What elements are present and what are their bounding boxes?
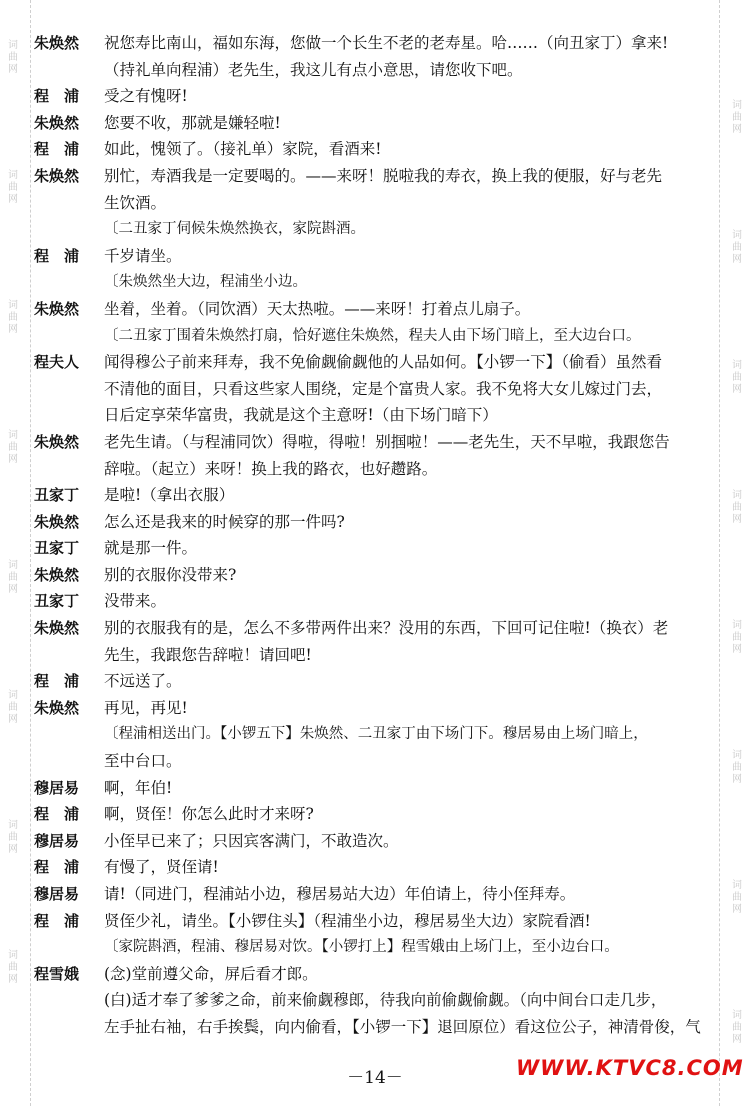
script-line bbox=[34, 562, 724, 589]
dialogue-text: 左手扯右袖，右手挨鬓，向内偷看，【小锣一下】退回原位）看这位公子，神清骨俊，气 bbox=[104, 1017, 701, 1036]
dialogue-text: 不远送了。 bbox=[104, 672, 182, 691]
speaker-name: 朱焕然 bbox=[34, 299, 80, 318]
speaker-name: 程 浦 bbox=[34, 672, 80, 691]
speaker-name bbox=[34, 57, 104, 84]
margin-watermark: 词曲网 bbox=[8, 170, 18, 205]
script-line bbox=[34, 482, 724, 509]
dialogue-text: 啊，年伯! bbox=[104, 778, 173, 797]
speaker-name bbox=[34, 987, 104, 1014]
dialogue-text: 生饮酒。 bbox=[104, 193, 167, 212]
dialogue-text: 坐着，坐着。（同饮酒）天太热啦。——来呀！打着点儿扇子。 bbox=[104, 299, 531, 318]
margin-watermark: 词曲网 bbox=[732, 880, 742, 915]
script-line bbox=[34, 908, 724, 935]
script-line bbox=[34, 987, 724, 1014]
margin-watermark: 词曲网 bbox=[8, 690, 18, 725]
script-line bbox=[34, 456, 724, 483]
speaker-name bbox=[34, 748, 104, 775]
dialogue-text: 祝您寿比南山，福如东海，您做一个长生不老的老寿星。哈……（向丑家丁）拿来! bbox=[104, 34, 669, 52]
script-line bbox=[34, 668, 724, 695]
dialogue-text: 怎么还是我来的时候穿的那一件吗? bbox=[104, 512, 345, 531]
speaker-name: 穆居易 bbox=[34, 778, 80, 797]
margin-watermark: 词曲网 bbox=[8, 300, 18, 335]
script-line bbox=[34, 402, 724, 429]
speaker-name: 朱焕然 bbox=[34, 512, 80, 531]
script-line bbox=[34, 509, 724, 536]
margin-watermark: 词曲网 bbox=[732, 490, 742, 525]
margin-watermark: 词曲网 bbox=[732, 620, 742, 655]
script-body bbox=[34, 30, 724, 1041]
script-line bbox=[34, 881, 724, 908]
speaker-name bbox=[34, 190, 104, 217]
stage-direction: 〔二丑家丁伺候朱焕然换衣，家院斟酒。 bbox=[104, 221, 365, 238]
speaker-name: 丑家丁 bbox=[34, 539, 80, 558]
speaker-name bbox=[34, 376, 104, 403]
script-line bbox=[34, 57, 724, 84]
speaker-name: 程 浦 bbox=[34, 246, 80, 265]
script-line bbox=[34, 83, 724, 110]
dialogue-text: 辞啦。（起立）来呀！换上我的路衣，也好趱路。 bbox=[104, 459, 438, 478]
dialogue-text: 如此，愧领了。（接礼单）家院，看酒来! bbox=[104, 140, 382, 159]
margin-watermark: 词曲网 bbox=[732, 100, 742, 135]
dialogue-text: 受之有愧呀! bbox=[104, 87, 188, 106]
script-line bbox=[34, 695, 724, 722]
margin-watermark: 词曲网 bbox=[8, 950, 18, 985]
dialogue-text: (念)堂前遵父命，屏后看才郎。 bbox=[104, 964, 318, 983]
margin-watermark: 词曲网 bbox=[732, 750, 742, 785]
site-watermark-logo: WWW.KTVC8.COM bbox=[516, 1056, 744, 1080]
dialogue-text: 啊，贤侄！你怎么此时才来呀? bbox=[104, 805, 314, 824]
script-line bbox=[34, 323, 724, 350]
speaker-name: 程 浦 bbox=[34, 140, 80, 159]
speaker-name bbox=[34, 642, 104, 669]
speaker-name bbox=[34, 1014, 104, 1041]
speaker-name: 穆居易 bbox=[34, 831, 80, 850]
script-line bbox=[34, 615, 724, 642]
dialogue-text: 至中台口。 bbox=[104, 752, 182, 771]
dialogue-text: 日后定享荣华富贵，我就是这个主意呀!（由下场门暗下） bbox=[104, 406, 498, 425]
margin-watermark: 词曲网 bbox=[732, 230, 742, 265]
dialogue-text: 别的衣服我有的是，怎么不多带两件出来？没用的东西，下回可记住啦!（换衣）老 bbox=[104, 619, 669, 638]
script-line bbox=[34, 30, 724, 57]
script-line bbox=[34, 349, 724, 376]
script-line bbox=[34, 961, 724, 988]
dialogue-text: 是啦!（拿出衣服） bbox=[104, 486, 235, 505]
speaker-name: 程 浦 bbox=[34, 805, 80, 824]
script-line bbox=[34, 216, 724, 243]
script-line bbox=[34, 854, 724, 881]
margin-watermark: 词曲网 bbox=[8, 40, 18, 75]
script-line bbox=[34, 748, 724, 775]
speaker-name: 朱焕然 bbox=[34, 565, 80, 584]
script-line bbox=[34, 296, 724, 323]
script-line bbox=[34, 163, 724, 190]
script-line bbox=[34, 801, 724, 828]
speaker-name: 朱焕然 bbox=[34, 619, 80, 638]
dialogue-text: 有慢了，贤侄请! bbox=[104, 858, 219, 877]
margin-watermark: 词曲网 bbox=[732, 1010, 742, 1045]
left-margin-watermark-strip bbox=[0, 0, 31, 1106]
dialogue-text: 请!（同进门，程浦站小边，穆居易站大边）年伯请上，待小侄拜寿。 bbox=[104, 885, 576, 903]
dialogue-text: 不清他的面目，只看这些家人围绕，定是个富贵人家。我不免将大女儿嫁过门去， bbox=[104, 379, 663, 398]
script-line bbox=[34, 243, 724, 270]
stage-direction: 〔程浦相送出门。【小锣五下】朱焕然、二丑家丁由下场门下。穆居易由上场门暗上， bbox=[104, 726, 648, 743]
script-line bbox=[34, 376, 724, 403]
speaker-name: 丑家丁 bbox=[34, 486, 80, 505]
dialogue-text: 闻得穆公子前来拜寿，我不免偷觑偷觑他的人品如何。【小锣一下】（偷看）虽然看 bbox=[104, 353, 663, 372]
speaker-name: 朱焕然 bbox=[34, 432, 80, 451]
script-line bbox=[34, 110, 724, 137]
speaker-name: 朱焕然 bbox=[34, 34, 80, 52]
speaker-name: 程 浦 bbox=[34, 87, 80, 106]
script-line bbox=[34, 642, 724, 669]
dialogue-text: （持礼单向程浦）老先生，我这儿有点小意思，请您收下吧。 bbox=[104, 60, 523, 79]
dialogue-text: 就是那一件。 bbox=[104, 539, 198, 558]
speaker-name bbox=[34, 402, 104, 429]
dialogue-text: 小侄早已来了；只因宾客满门，不敢造次。 bbox=[104, 831, 399, 850]
speaker-name: 朱焕然 bbox=[34, 698, 80, 717]
script-line bbox=[34, 775, 724, 802]
dialogue-text: 先生，我跟您告辞啦！请回吧! bbox=[104, 645, 312, 664]
stage-direction: 〔家院斟酒，程浦、穆居易对饮。【小锣打上】程雪娥由上场门上，至小边台口。 bbox=[104, 939, 619, 956]
script-line bbox=[34, 934, 724, 961]
speaker-name: 程夫人 bbox=[34, 353, 80, 372]
dialogue-text: 千岁请坐。 bbox=[104, 246, 182, 265]
script-line bbox=[34, 1014, 724, 1041]
script-line bbox=[34, 190, 724, 217]
margin-watermark: 词曲网 bbox=[8, 430, 18, 465]
speaker-name: 程雪娥 bbox=[34, 964, 80, 983]
script-line bbox=[34, 721, 724, 748]
speaker-name bbox=[34, 721, 104, 748]
script-line bbox=[34, 136, 724, 163]
dialogue-text: (白)适才奉了爹爹之命，前来偷觑穆郎，待我向前偷觑偷觑。（向中间台口走几步， bbox=[104, 991, 667, 1010]
page-number: －14－ bbox=[347, 1068, 403, 1088]
margin-watermark: 词曲网 bbox=[8, 820, 18, 855]
script-line bbox=[34, 269, 724, 296]
dialogue-text: 贤侄少礼，请坐。【小锣住头】（程浦坐小边，穆居易坐大边）家院看酒! bbox=[104, 911, 591, 930]
speaker-name: 朱焕然 bbox=[34, 166, 80, 185]
speaker-name: 穆居易 bbox=[34, 885, 80, 903]
speaker-name bbox=[34, 269, 104, 296]
speaker-name bbox=[34, 323, 104, 350]
script-line bbox=[34, 535, 724, 562]
speaker-name: 丑家丁 bbox=[34, 592, 80, 611]
dialogue-text: 别忙，寿酒我是一定要喝的。——来呀！脱啦我的寿衣，换上我的便服，好与老先 bbox=[104, 166, 663, 185]
speaker-name bbox=[34, 456, 104, 483]
stage-direction: 〔朱焕然坐大边，程浦坐小边。 bbox=[104, 274, 307, 291]
dialogue-text: 您要不收，那就是嫌轻啦! bbox=[104, 113, 281, 132]
dialogue-text: 没带来。 bbox=[104, 592, 167, 611]
margin-watermark: 词曲网 bbox=[8, 560, 18, 595]
speaker-name bbox=[34, 934, 104, 961]
speaker-name: 程 浦 bbox=[34, 858, 80, 877]
dialogue-text: 再见，再见! bbox=[104, 698, 188, 717]
script-line bbox=[34, 429, 724, 456]
speaker-name bbox=[34, 216, 104, 243]
speaker-name: 朱焕然 bbox=[34, 113, 80, 132]
dialogue-text: 别的衣服你没带来? bbox=[104, 565, 237, 584]
speaker-name: 程 浦 bbox=[34, 911, 80, 930]
script-line bbox=[34, 588, 724, 615]
margin-watermark: 词曲网 bbox=[732, 360, 742, 395]
stage-direction: 〔二丑家丁围着朱焕然打扇，恰好遮住朱焕然，程夫人由下场门暗上，至大边台口。 bbox=[104, 327, 641, 344]
dialogue-text: 老先生请。（与程浦同饮）得啦，得啦！别掴啦！——老先生，天不早啦，我跟您告 bbox=[104, 432, 670, 451]
script-line bbox=[34, 828, 724, 855]
